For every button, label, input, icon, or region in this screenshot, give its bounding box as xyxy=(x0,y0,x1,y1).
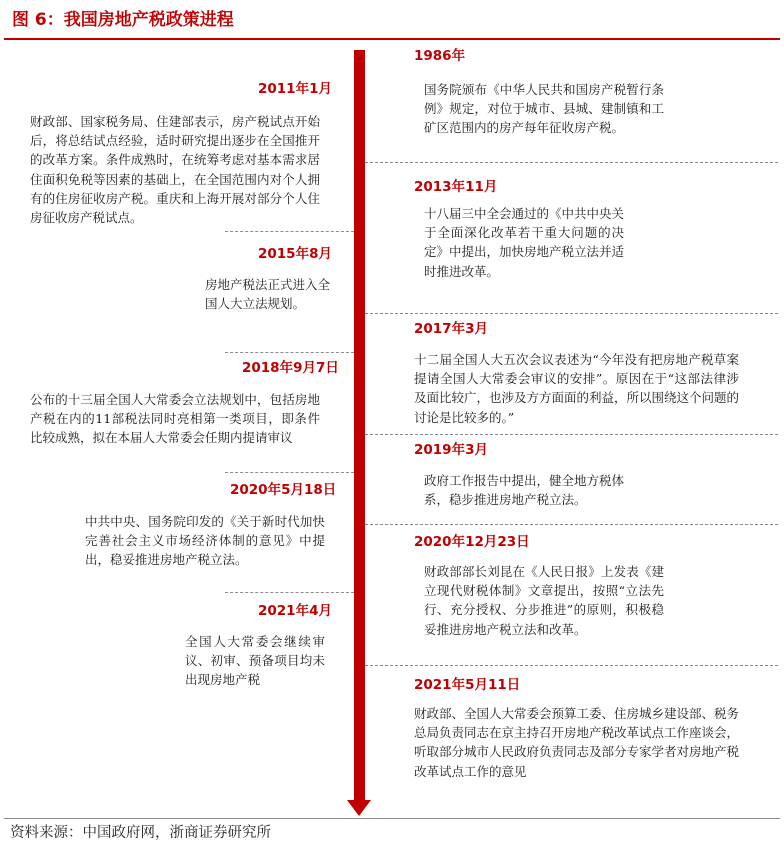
event-description: 政府工作报告中提出，健全地方税体系，稳步推进房地产税立法。 xyxy=(424,473,625,508)
source-note: 资料来源：中国政府网，浙商证券研究所 xyxy=(10,825,271,841)
separator-dash xyxy=(225,231,354,232)
event-date: 2011年1月 xyxy=(258,81,332,97)
event-description: 全国人大常委会继续审议、初审、预备项目均未出现房地产税 xyxy=(185,634,325,688)
separator-dash xyxy=(365,313,778,314)
separator-dash xyxy=(365,434,778,435)
event-date: 2019年3月 xyxy=(414,442,488,458)
figure-title: 图 6：我国房地产税政策进程 xyxy=(12,10,234,30)
event-date: 2020年12月23日 xyxy=(414,534,530,550)
event-description: 十八届三中全会通过的《中共中央关于全面深化改革若干重大问题的决定》中提出，加快房地产税立法并适时推进改革。 xyxy=(424,206,625,279)
event-description: 十二届全国人大五次会议表述为“今年没有把房地产税草案提请全国人大常委会审议的安排”。原因在于“这部法律涉及面比较广，也涉及方方面面的利益，所以围绕这个问题的讨论是比较多的。” xyxy=(414,352,740,425)
event-date: 1986年 xyxy=(414,48,466,64)
event-description: 公布的十三届全国人大常委会立法规划中，包括房地产税在内的11部税法同时亮相第一类项目，即条件比较成熟，拟在本届人大常委会任期内提请审议 xyxy=(30,392,320,446)
event-description: 中共中央、国务院印发的《关于新时代加快完善社会主义市场经济体制的意见》中提出，稳妥推进房地产税立法。 xyxy=(85,514,325,568)
separator-dash xyxy=(225,472,354,473)
event-date: 2013年11月 xyxy=(414,179,498,195)
event-date: 2021年5月11日 xyxy=(414,677,521,693)
event-date: 2021年4月 xyxy=(258,603,332,619)
event-description: 国务院颁布《中华人民共和国房产税暂行条例》规定，对位于城市、县城、建制镇和工矿区范围内的房产每年征收房产税。 xyxy=(424,82,664,136)
separator-dash xyxy=(365,524,778,525)
event-date: 2018年9月7日 xyxy=(242,360,339,376)
title-rule xyxy=(4,38,780,40)
event-description: 房地产税法正式进入全国人大立法规划。 xyxy=(205,277,331,312)
event-description: 财政部部长刘昆在《人民日报》上发表《建立现代财税体制》文章提出，按照“立法先行、充分授权、分步推进”的原则，积极稳妥推进房地产税立法和改革。 xyxy=(424,564,664,637)
timeline-arrowhead xyxy=(347,800,371,816)
separator-dash xyxy=(365,162,778,163)
event-description: 财政部、国家税务局、住建部表示，房产税试点开始后，将总结试点经验，适时研究提出逐步在全国推开的改革方案。条件成熟时，在统筹考虑对基本需求居住面积免税等因素的基础上，在全国范围内对个人拥有的住房征收房产税。重庆和上海开展对部分个人住房征收房产税试点。 xyxy=(30,114,320,226)
event-date: 2017年3月 xyxy=(414,321,488,337)
separator-dash xyxy=(365,665,778,666)
source-rule xyxy=(4,818,780,819)
separator-dash xyxy=(225,592,354,593)
timeline-axis xyxy=(354,50,365,805)
event-description: 财政部、全国人大常委会预算工委、住房城乡建设部、税务总局负责同志在京主持召开房地产税改革试点工作座谈会，听取部分城市人民政府负责同志及部分专家学者对房地产税改革试点工作的意见 xyxy=(414,706,740,779)
event-date: 2020年5月18日 xyxy=(230,482,337,498)
event-date: 2015年8月 xyxy=(258,246,332,262)
separator-dash xyxy=(225,352,354,353)
